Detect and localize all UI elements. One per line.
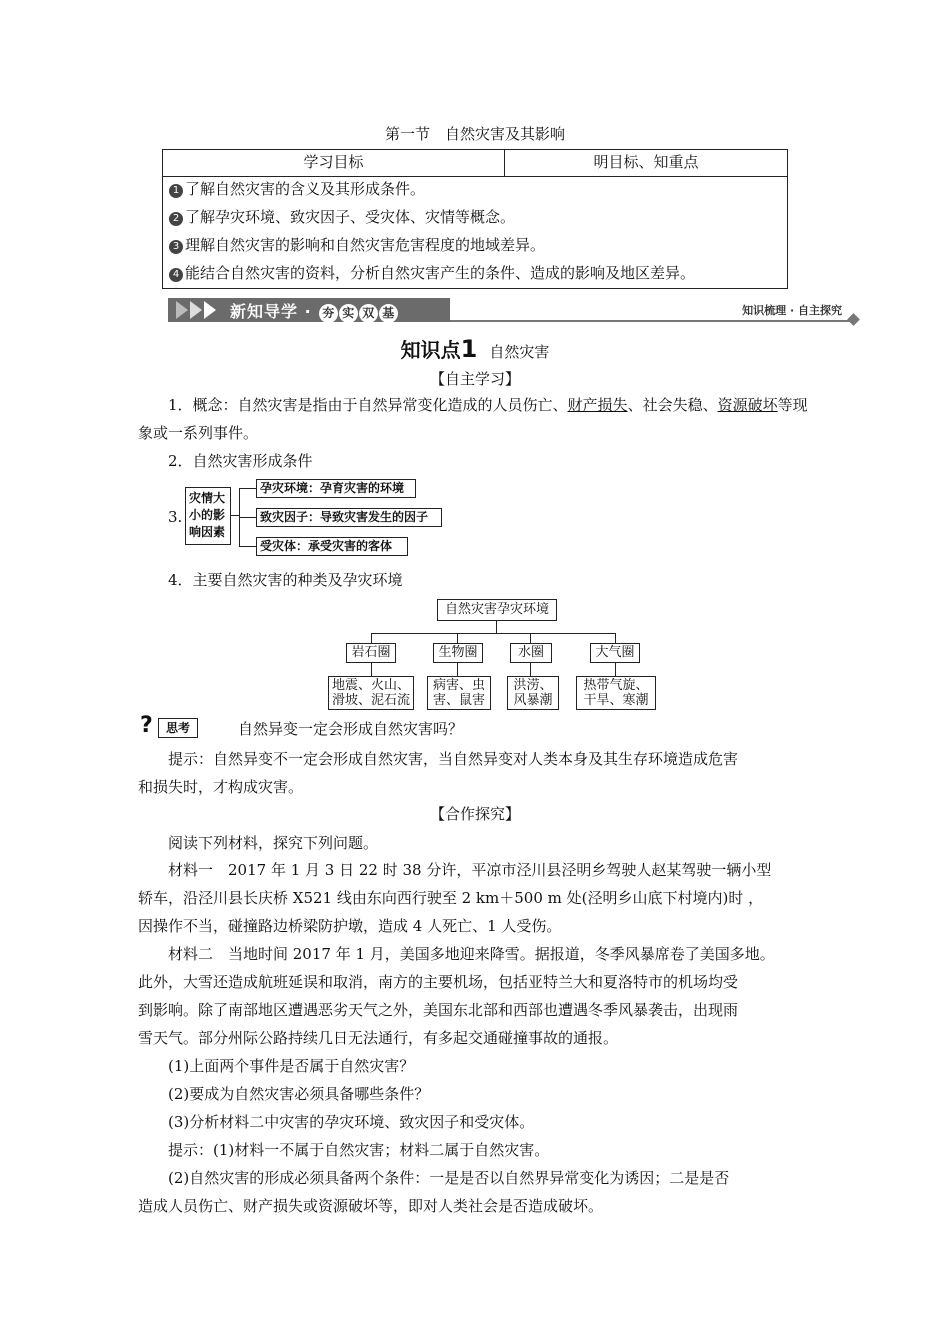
goal-text: 了解孕灾环境、致灾因子、受灾体、灾情等概念。 <box>185 208 516 226</box>
goals-col-header: 学习目标 <box>163 150 505 176</box>
disaster-types-line: 干旱、寒潮 <box>583 693 649 708</box>
sphere-box: 生物圈 <box>433 643 483 663</box>
goal-item <box>169 206 515 227</box>
sphere-box: 大气圈 <box>590 643 640 663</box>
connector-line <box>530 633 531 643</box>
page-title: 第一节 自然灾害及其影响 <box>384 125 565 143</box>
factor-box: 受灾体：承受灾害的客体 <box>256 537 408 556</box>
kp-name: 自然灾害 <box>489 343 550 361</box>
material-line: 雪天气。部分州际公路持续几日无法通行，有多起交通碰撞事故的通报。 <box>138 1029 619 1047</box>
connector-line <box>371 633 615 634</box>
underlined-answer: 源破坏 <box>732 396 778 414</box>
banner-char: 实 <box>339 304 358 323</box>
banner-right-text: 知识梳理 · 自主探究 <box>742 304 842 317</box>
banner-title <box>230 299 398 323</box>
goal-text: 了解自然灾害的含义及其形成条件。 <box>185 180 426 198</box>
think-question: 自然异变一定会形成自然灾害吗？ <box>238 720 464 738</box>
disaster-types-line: 病害、虫 <box>432 678 485 693</box>
hint-line: 提示：(1)材料一不属于自然灾害；材料二属于自然灾害。 <box>168 1141 550 1159</box>
knowledge-point-heading <box>0 334 950 363</box>
sphere-box: 水圈 <box>510 643 552 663</box>
self-study-heading: 【自主学习】 <box>429 370 520 388</box>
text: 、社会失稳、 <box>627 396 718 414</box>
material-line: 到影响。除了南部地区遭遇恶劣天气之外，美国东北部和西部也遭遇冬季风暴袭击，出现雨 <box>138 1001 739 1019</box>
number-badge: 3 <box>169 240 183 254</box>
material-line: 材料二 当地时间 2017 年 1 月，美国多地迎来降雪。据报道，冬季风暴席卷了美国多地。 <box>168 945 775 963</box>
question-line: (3)分析材料二中灾害的孕灾环境、致灾因子和受灾体。 <box>168 1113 535 1131</box>
disaster-types-line: 风暴潮 <box>513 693 553 708</box>
connector-line <box>457 633 458 643</box>
goals-table <box>162 149 788 289</box>
section-3-label: 3. <box>168 508 183 526</box>
connector-line <box>239 546 256 547</box>
connector-line <box>615 663 616 676</box>
banner-divider <box>450 320 850 322</box>
connector-line <box>530 663 531 676</box>
impact-factors-box: 灾情大小的影响因素 <box>185 487 231 545</box>
hint-line: (2)自然灾害的形成必须具备两个条件：一是是否以自然界异常变化为诱因；二是是否 <box>168 1169 730 1187</box>
question-mark-icon: ? <box>140 713 153 738</box>
disaster-types-line: 滑坡、泥石流 <box>331 693 410 708</box>
think-label: 思考 <box>158 718 198 738</box>
connector-line <box>371 663 372 676</box>
number-badge: 4 <box>169 268 183 282</box>
kp-number: 1 <box>460 335 478 363</box>
disaster-types-line: 热带气旋、 <box>583 678 649 693</box>
number-badge: 2 <box>169 212 183 226</box>
read-instruction: 阅读下列材料，探究下列问题。 <box>168 834 379 852</box>
material-line: 因操作不当，碰撞路边桥梁防护墩，造成 4 人死亡、1 人受伤。 <box>138 917 562 935</box>
goal-item <box>169 234 545 255</box>
kp-label <box>400 335 478 363</box>
connector-line <box>239 488 256 489</box>
chevron-right-icon <box>176 301 188 319</box>
goal-text: 能结合自然灾害的资料，分析自然灾害产生的条件、造成的影响及地区差异。 <box>185 264 696 282</box>
disaster-types-line: 洪涝、 <box>513 678 553 693</box>
sphere-box: 岩石圈 <box>346 643 396 663</box>
section-banner <box>168 296 860 326</box>
question-line: (1)上面两个事件是否属于自然灾害？ <box>168 1057 415 1075</box>
goals-col-header: 明目标、知重点 <box>593 153 699 171</box>
section-4-heading: 4．主要自然灾害的种类及孕灾环境 <box>168 571 403 589</box>
hint-line: 造成人员伤亡、财产损失或资源破坏等，即对人类社会是否造成破坏。 <box>138 1197 604 1215</box>
underlined-answer: 财产损失 <box>567 396 628 414</box>
banner-char: 夯 <box>319 304 338 323</box>
banner-char: 基 <box>379 304 398 323</box>
question-line: (2)要成为自然灾害必须具备哪些条件？ <box>168 1085 430 1103</box>
concept-paragraph <box>138 391 818 447</box>
disaster-types-box <box>328 676 414 710</box>
text: 等现象或一系列事件。 <box>138 396 808 442</box>
goal-item <box>169 262 695 283</box>
goals-header <box>163 150 787 177</box>
goal-item <box>169 178 425 199</box>
connector-line <box>615 633 616 643</box>
disaster-types-box <box>507 676 559 710</box>
disaster-types-box <box>427 676 491 710</box>
coop-heading: 【合作探究】 <box>429 805 520 823</box>
banner-left-text: 新知导学 · <box>230 302 312 321</box>
disaster-types-line: 害、鼠害 <box>432 693 485 708</box>
connector-line <box>231 515 239 516</box>
material-line: 材料一 2017 年 1 月 3 日 22 时 38 分许，平凉市泾川县泾明乡驾驶人赵某驾驶一辆小型 <box>168 861 772 879</box>
think-answer-line: 和损失时，才构成灾害。 <box>138 778 304 796</box>
material-line: 轿车，沿泾川县长庆桥 X521 线由东向西行驶至 2 km＋500 m 处(泾明乡山底下村境内)时 ， <box>138 889 764 907</box>
diamond-icon <box>847 313 860 326</box>
chevron-right-icon <box>204 301 216 319</box>
material-line: 此外，大雪还造成航班延误和取消，南方的主要机场，包括亚特兰大和夏洛特市的机场均受 <box>138 973 739 991</box>
disaster-environment-box: 自然灾害孕灾环境 <box>437 599 557 621</box>
goal-text: 理解自然灾害的影响和自然灾害危害程度的地域差异。 <box>185 236 546 254</box>
connector-line <box>371 633 372 643</box>
connector-line <box>457 663 458 676</box>
think-badge <box>140 713 232 739</box>
factor-box: 孕灾环境：孕育灾害的环境 <box>256 479 416 498</box>
kp-label-text: 知识点 <box>400 338 461 362</box>
underlined-answer: 资 <box>717 396 733 414</box>
factor-box: 致灾因子：导致灾害发生的因子 <box>256 508 442 527</box>
number-badge: 1 <box>169 184 183 198</box>
connector-line <box>239 517 256 518</box>
disaster-types-box <box>576 676 656 710</box>
think-answer-line: 提示：自然异变不一定会形成自然灾害，当自然异变对人类本身及其生存环境造成危害 <box>168 750 739 768</box>
text: 1．概念：自然灾害是指由于自然异常变化造成的人员伤亡、 <box>168 396 568 414</box>
disaster-types-line: 地震、火山、 <box>331 678 410 693</box>
banner-char: 双 <box>359 304 378 323</box>
section-2-heading: 2．自然灾害形成条件 <box>168 452 313 470</box>
chevron-right-icon <box>190 301 202 319</box>
